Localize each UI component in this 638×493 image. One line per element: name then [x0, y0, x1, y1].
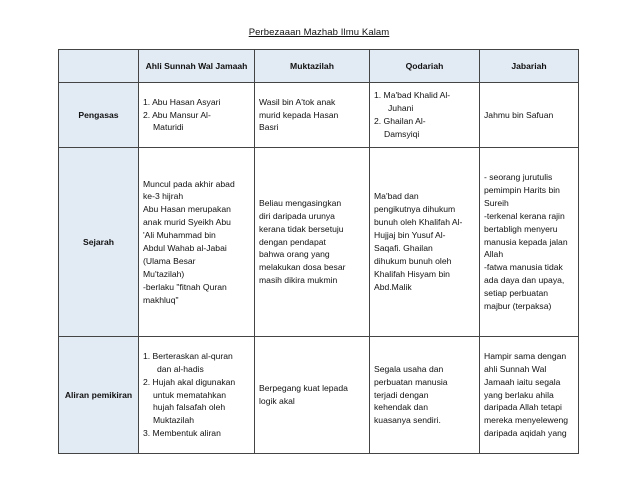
- cell-line: Beliau mengasingkan: [259, 197, 342, 208]
- table-header-row: [59, 50, 579, 83]
- cell-line: bertabligh menyeru: [484, 223, 558, 234]
- cell-line: terjadi dengan: [374, 389, 429, 400]
- cell-line: Berpegang kuat lepada: [259, 383, 348, 394]
- document-title: Perbezaaan Mazhab Ilmu Kalam: [248, 27, 390, 38]
- cell-line: Sureih: [484, 197, 509, 208]
- column-header-qodariah: Qodariah: [370, 50, 480, 83]
- cell-line: melakukan dosa besar: [259, 262, 346, 273]
- cell-line: 1. Abu Hasan Asyari: [143, 96, 221, 107]
- header-corner-cell: [59, 50, 139, 83]
- cell-line: Juhani: [388, 103, 414, 114]
- cell-sejarah-muktazilah: [255, 148, 370, 337]
- row-label-sejarah: Sejarah: [59, 148, 139, 337]
- cell-line: daripada aqidah yang: [484, 428, 567, 439]
- cell-line: diri daripada urunya: [259, 210, 335, 221]
- cell-line: ke-3 hijrah: [143, 191, 184, 202]
- cell-aliran-muktazilah: [255, 337, 370, 454]
- cell-line: 1. Ma'bad Khalid Al-: [374, 90, 451, 101]
- cell-aliran-jabariah: [480, 337, 579, 454]
- cell-aliran-qodariah: [370, 337, 480, 454]
- cell-line: Khalifah Hisyam bin: [374, 268, 450, 279]
- cell-sejarah-qodariah: [370, 148, 480, 337]
- cell-line: (Ulama Besar: [143, 255, 196, 266]
- cell-line: Damsyiqi: [384, 128, 420, 139]
- cell-line: -fatwa manusia tidak: [484, 262, 563, 273]
- table-row-pengasas: [59, 83, 579, 148]
- cell-line: untuk mematahkan: [153, 389, 227, 400]
- cell-line: Basri: [259, 122, 279, 133]
- cell-line: Hampir sama dengan: [484, 350, 567, 361]
- cell-line: 2. Hujah akal digunakan: [143, 376, 236, 387]
- cell-pengasas-qodariah: [370, 83, 480, 148]
- cell-line: Saqafi. Ghailan: [374, 243, 433, 253]
- column-header-muktazilah: Muktazilah: [255, 50, 370, 83]
- cell-line: bunuh oleh Khalifah Al-: [374, 217, 463, 228]
- cell-line: ada daya dan upaya,: [484, 275, 565, 286]
- cell-line: majbur (terpaksa): [484, 301, 552, 311]
- column-header-ahli-sunnah: Ahli Sunnah Wal Jamaah: [139, 50, 255, 83]
- cell-line: Jahmu bin Safuan: [484, 109, 554, 120]
- cell-pengasas-muktazilah: [255, 83, 370, 148]
- cell-line: Ma'bad dan: [374, 191, 419, 202]
- cell-line: manusia kepada jalan: [484, 236, 568, 247]
- cell-line: murid kepada Hasan: [259, 109, 339, 120]
- cell-line: kuasanya sendiri.: [374, 415, 441, 426]
- cell-line: Wasil bin A'tok anak: [259, 96, 336, 107]
- cell-line: Segala usaha dan: [374, 363, 444, 374]
- cell-line: Muncul pada akhir abad: [143, 178, 235, 189]
- cell-line: logik akal: [259, 396, 295, 406]
- cell-line: setiap perbuatan: [484, 288, 549, 299]
- cell-line: pengikutnya dihukum: [374, 204, 456, 215]
- cell-line: kerana tidak bersetuju: [259, 223, 344, 234]
- cell-line: -berlaku "fitnah Quran: [143, 281, 227, 292]
- cell-line: Hujjaj bin Yusuf Al-: [374, 230, 446, 241]
- cell-line: Mu'tazilah): [143, 268, 185, 279]
- cell-line: Maturidi: [153, 122, 184, 133]
- cell-line: perbuatan manusia: [374, 376, 448, 387]
- cell-line: dan al-hadis: [157, 363, 204, 374]
- cell-line: hujah falsafah oleh: [153, 402, 226, 413]
- cell-line: dengan pendapat: [259, 236, 326, 247]
- cell-line: 1. Berteraskan al-quran: [143, 350, 233, 361]
- cell-line: anak murid Syeikh Abu: [143, 217, 231, 228]
- cell-pengasas-ahli-sunnah: [139, 83, 255, 148]
- cell-line: masih dikira mukmin: [259, 275, 338, 286]
- table-row-sejarah: [59, 148, 579, 337]
- cell-line: pemimpin Harits bin: [484, 184, 560, 195]
- cell-line: bahwa orang yang: [259, 249, 330, 260]
- column-header-jabariah: Jabariah: [480, 50, 579, 83]
- cell-line: Jamaah iaitu segala: [484, 376, 561, 387]
- cell-sejarah-ahli-sunnah: [139, 148, 255, 337]
- cell-line: Abu Hasan merupakan: [143, 204, 231, 215]
- cell-line: makhluq": [143, 294, 179, 305]
- cell-aliran-ahli-sunnah: [139, 337, 255, 454]
- cell-line: dihukum bunuh oleh: [374, 255, 452, 266]
- cell-line: -terkenal kerana rajin: [484, 210, 565, 221]
- cell-line: ahli Sunnah Wal: [484, 363, 547, 374]
- cell-line: daripada Allah tetapi: [484, 402, 562, 413]
- table-row-aliran-pemikiran: [59, 337, 579, 454]
- cell-line: Allah: [484, 249, 504, 260]
- comparison-table: [58, 49, 579, 454]
- cell-line: 'Ali Muhammad bin: [143, 230, 216, 241]
- cell-line: yang berlaku ahila: [484, 389, 554, 400]
- cell-sejarah-jabariah: [480, 148, 579, 337]
- cell-line: Abdul Wahab al-Jabai: [143, 243, 227, 253]
- cell-line: Muktazilah: [153, 415, 195, 426]
- cell-line: 2. Ghailan Al-: [374, 116, 426, 126]
- row-label-aliran-pemikiran: Aliran pemikiran: [59, 337, 139, 454]
- cell-line: Abd.Malik: [374, 281, 412, 292]
- row-label-pengasas: Pengasas: [59, 83, 139, 148]
- cell-pengasas-jabariah: [480, 83, 579, 148]
- cell-line: 3. Membentuk aliran: [143, 428, 221, 439]
- cell-line: 2. Abu Mansur Al-: [143, 109, 211, 120]
- cell-line: - seorang jurutulis: [484, 172, 553, 183]
- cell-line: mereka menyeleweng: [484, 415, 569, 426]
- cell-line: kehendak dan: [374, 402, 428, 413]
